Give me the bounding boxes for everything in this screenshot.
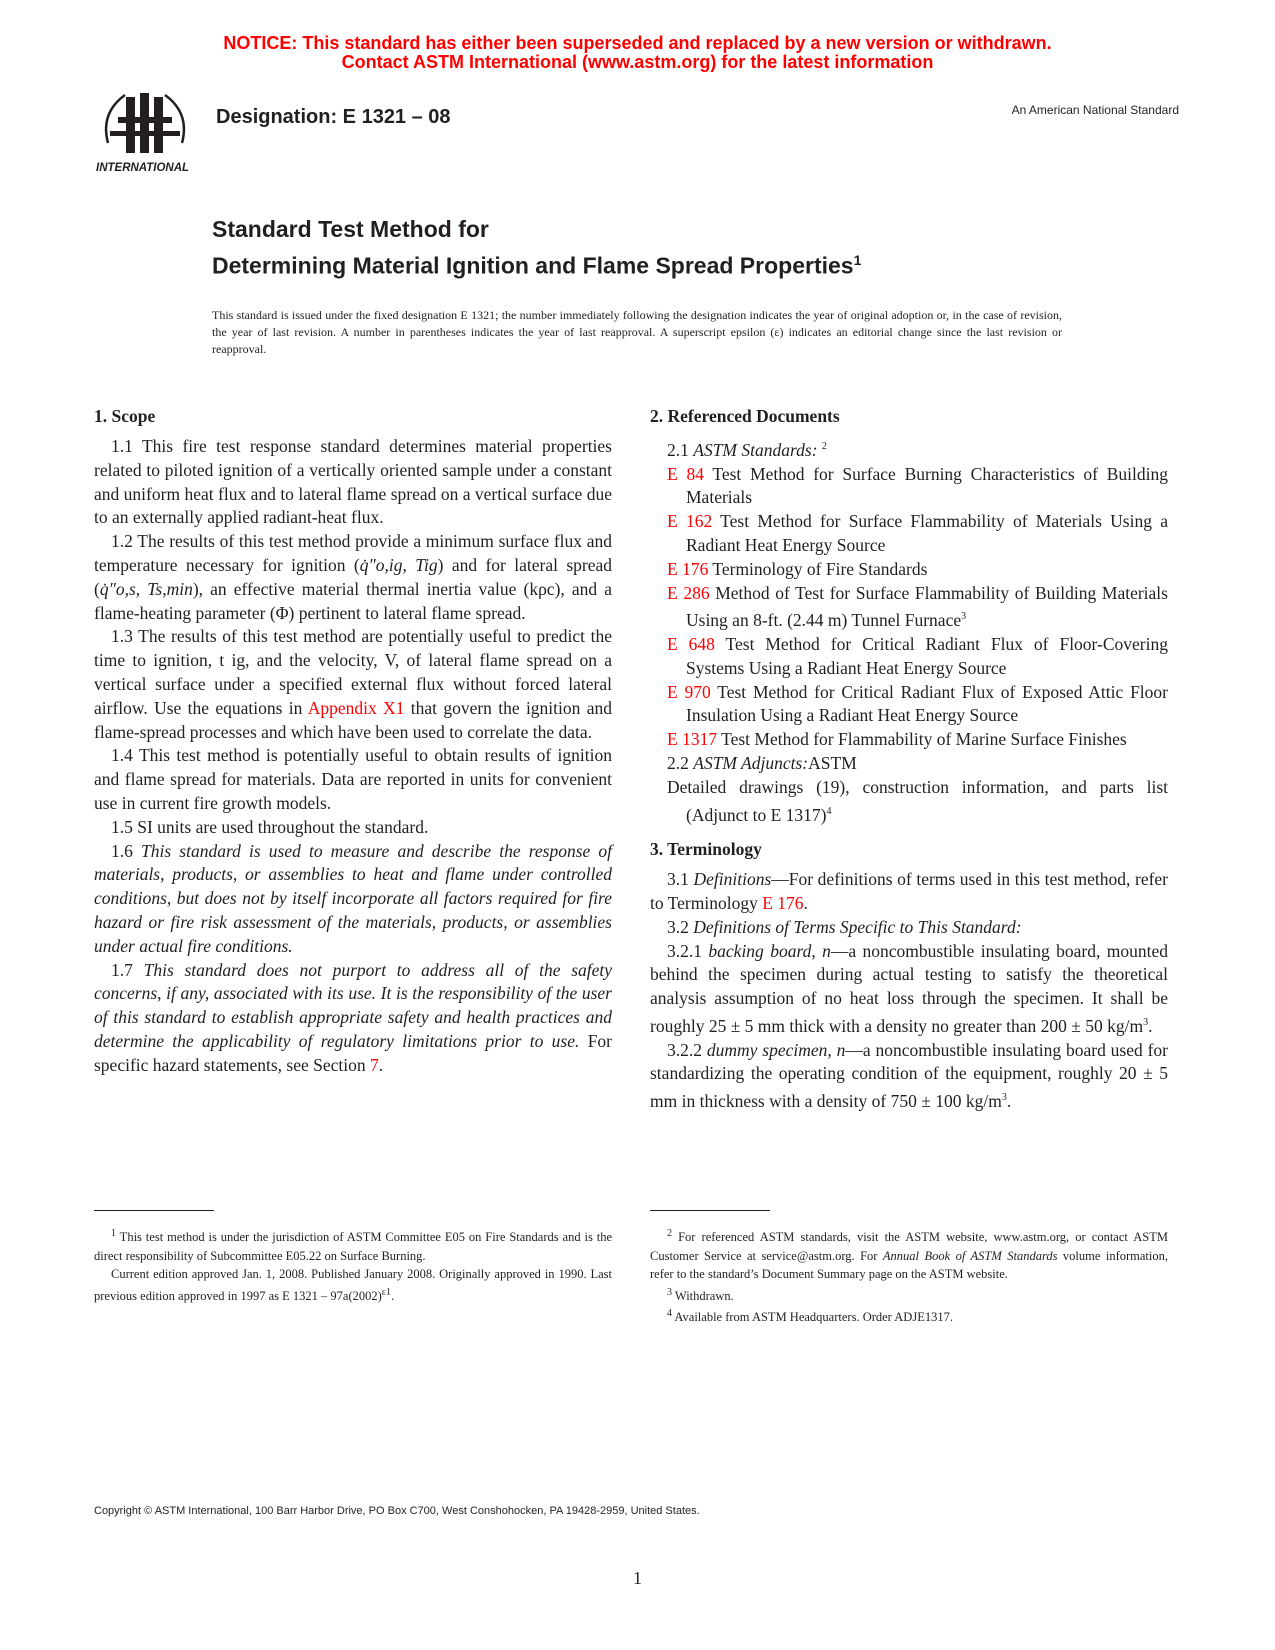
- astm-logo: [90, 83, 200, 183]
- appendix-x1-link[interactable]: Appendix X1: [307, 697, 405, 718]
- page-number: 1: [633, 1568, 642, 1588]
- reference-list: [650, 463, 1168, 752]
- terminology-3-1: 3.1 Definitions—For definitions of terms used in this test method, refer to Terminology E 176.: [650, 869, 1169, 914]
- terminology-3-2: 3.2 Definitions of Terms Specific to This Standard:: [667, 916, 1022, 937]
- american-national-standard-label: An American National Standard: [1011, 103, 1179, 117]
- reference-code-link[interactable]: E 84: [667, 463, 704, 484]
- notice-line-2: Contact ASTM International (www.astm.org) for the latest information: [341, 52, 934, 72]
- astm-adjuncts-subheading: 2.2 ASTM Adjuncts:ASTM: [667, 753, 857, 774]
- reference-code-link[interactable]: E 286: [667, 582, 710, 603]
- right-column: [650, 404, 1168, 1114]
- terminology-3-2-1: 3.2.1 backing board, n—a noncombustible insulating board, mounted behind the specimen during actual testing to satisfy the theoretical analysis assumption of no heat loss through the specimen. It shall be roughly 25 ± 5 mm thick with a density no greater than 200 ± 50 $kg/m^3$.: [650, 940, 1168, 1036]
- reference-item: E 1317 Test Method for Flammability of Marine Surface Finishes: [667, 729, 1127, 750]
- scope-1-2: 1.2 The results of this test method provide a minimum surface flux and temperature necessary for ignition (q̇″o,ig, Tig) and for lateral spread (q̇″o,s, Ts,min), an effective material thermal inertia value (kρc), and a flame-heating parameter (Φ) pertinent to lateral flame spread.: [94, 531, 613, 623]
- scope-1-4: 1.4 This test method is potentially useful to obtain results of ignition and flame spread for materials. Data are reported in units for convenient use in current fire growth models.: [94, 745, 612, 813]
- logo-text: INTERNATIONAL: [96, 162, 190, 174]
- reference-code-link[interactable]: E 1317: [667, 729, 718, 750]
- left-column: [94, 404, 612, 1078]
- reference-item: E 84 Test Method for Surface Burning Characteristics of Building Materials: [667, 463, 1168, 508]
- e176-link[interactable]: E 176: [762, 893, 804, 914]
- footnotes-left: [94, 1225, 612, 1305]
- supersession-notice: [0, 34, 1275, 72]
- reference-code-link[interactable]: E 162: [667, 511, 713, 532]
- scope-1-7: 1.7 This standard does not purport to address all of the safety concerns, if any, associated with its use. It is the responsibility of the user of this standard to establish appropriate safety and health practices and determine the applicability of regulatory limitations prior to use. For specific hazard statements, see Section 7.: [94, 959, 613, 1075]
- scope-1-1: 1.1 This fire test response standard determines material properties related to piloted ignition of a vertically oriented sample under a constant and uniform heat flux and to lateral flame spread on a vertical surface due to an externally applied radiant-heat flux.: [94, 436, 612, 528]
- reference-item: E 286 Method of Test for Surface Flammability of Building Materials Using an 8-ft. (2.44 m) Tunnel Furnace$^3$: [667, 582, 1168, 631]
- scope-1-3: 1.3 The results of this test method are potentially useful to predict the time to ignition, t ig, and the velocity, V, of lateral flame spread on a vertical surface under a specified external flux without forced lateral airflow. Use the equations in Appendix X1 that govern the ignition and flame-spread processes and which have been used to correlate the data.: [94, 626, 612, 742]
- section-7-link[interactable]: 7: [370, 1054, 379, 1075]
- reference-code-link[interactable]: E 176: [667, 558, 709, 579]
- astm-standards-subheading: 2.1 ASTM Standards: $^2$: [667, 439, 827, 460]
- document-title: [212, 214, 861, 282]
- reference-item: E 648 Test Method for Critical Radiant Flux of Floor-Covering Systems Using a Radiant Heat Energy Source: [667, 634, 1168, 678]
- scope-1-5: 1.5 SI units are used throughout the standard.: [111, 816, 429, 837]
- footnote-1: $^1$ This test method is under the jurisdiction of ASTM Committee E05 on Fire Standards and is the direct responsibility of Subcommittee E05.22 on Surface Burning.: [94, 1228, 612, 1263]
- reference-code-link[interactable]: E 648: [667, 634, 715, 655]
- title-line-2: Determining Material Ignition and Flame Spread Properties$^1$: [212, 252, 862, 279]
- intro-paragraph: This standard is issued under the fixed designation E 1321; the number immediately following the designation indicates the year of original adoption or, in the case of revision, the year of last revision. A number in parentheses indicates the year of last reapproval. A superscript epsilon (ε) indicates an editorial change since the last revision or reapproval.: [212, 308, 1062, 356]
- notice-line-1: NOTICE: This standard has either been superseded and replaced by a new version or withdrawn.: [223, 33, 1052, 53]
- footnote-2: $^2$ For referenced ASTM standards, visit the ASTM website, www.astm.org, or contact ASTM Customer Service at service@astm.org. For Annual Book of ASTM Standards volume information, refer to the standard’s Document Summary page on the ASTM website.: [650, 1228, 1168, 1282]
- terminology-heading: 3. Terminology: [650, 839, 762, 860]
- title-line-1: Standard Test Method for: [212, 216, 489, 242]
- designation: Designation: E 1321 – 08: [216, 106, 451, 128]
- title-footnote-mark: 1: [853, 252, 862, 268]
- reference-code-link[interactable]: E 970: [667, 681, 711, 702]
- footnotes-right: [650, 1225, 1168, 1327]
- copyright-line: Copyright © ASTM International, 100 Barr Harbor Drive, PO Box C700, West Conshohocken, PA 19428-2959, United States.: [94, 1505, 700, 1517]
- scope-heading: 1. Scope: [94, 406, 156, 426]
- footnote-4: $^4$ Available from ASTM Headquarters. Order ADJE1317.: [667, 1308, 953, 1325]
- references-heading: 2. Referenced Documents: [650, 406, 840, 426]
- adjunct-item: Detailed drawings (19), construction information, and parts list (Adjunct to E 1317)$^4$: [667, 776, 1168, 825]
- footnote-rule-right: [650, 1210, 770, 1211]
- footnote-3: $^3$ Withdrawn.: [667, 1286, 734, 1303]
- reference-item: E 970 Test Method for Critical Radiant Flux of Exposed Attic Floor Insulation Using a Radiant Heat Energy Source: [667, 681, 1168, 726]
- scope-1-6: 1.6 This standard is used to measure and describe the response of materials, products, or assemblies to heat and flame under controlled conditions, but does not by itself incorporate all factors required for fire hazard or fire risk assessment of the materials, products, or assemblies under actual fire conditions.: [94, 840, 613, 956]
- reference-item: E 162 Test Method for Surface Flammability of Materials Using a Radiant Heat Energy Source: [667, 511, 1168, 556]
- footnote-rule-left: [94, 1210, 214, 1211]
- reference-item: E 176 Terminology of Fire Standards: [667, 558, 928, 579]
- terminology-3-2-2: 3.2.2 dummy specimen, n—a noncombustible insulating board used for standardizing the operating condition of the equipment, roughly 20 ± 5 mm in thickness with a density of 750 ± 100 $kg/m^3$.: [650, 1039, 1169, 1112]
- footnote-1-edition: Current edition approved Jan. 1, 2008. Published January 2008. Originally approved in 1990. Last previous edition approved in 1997 as E $1321 - 97a(2002)^{\varepsilon 1}$.: [94, 1267, 612, 1303]
